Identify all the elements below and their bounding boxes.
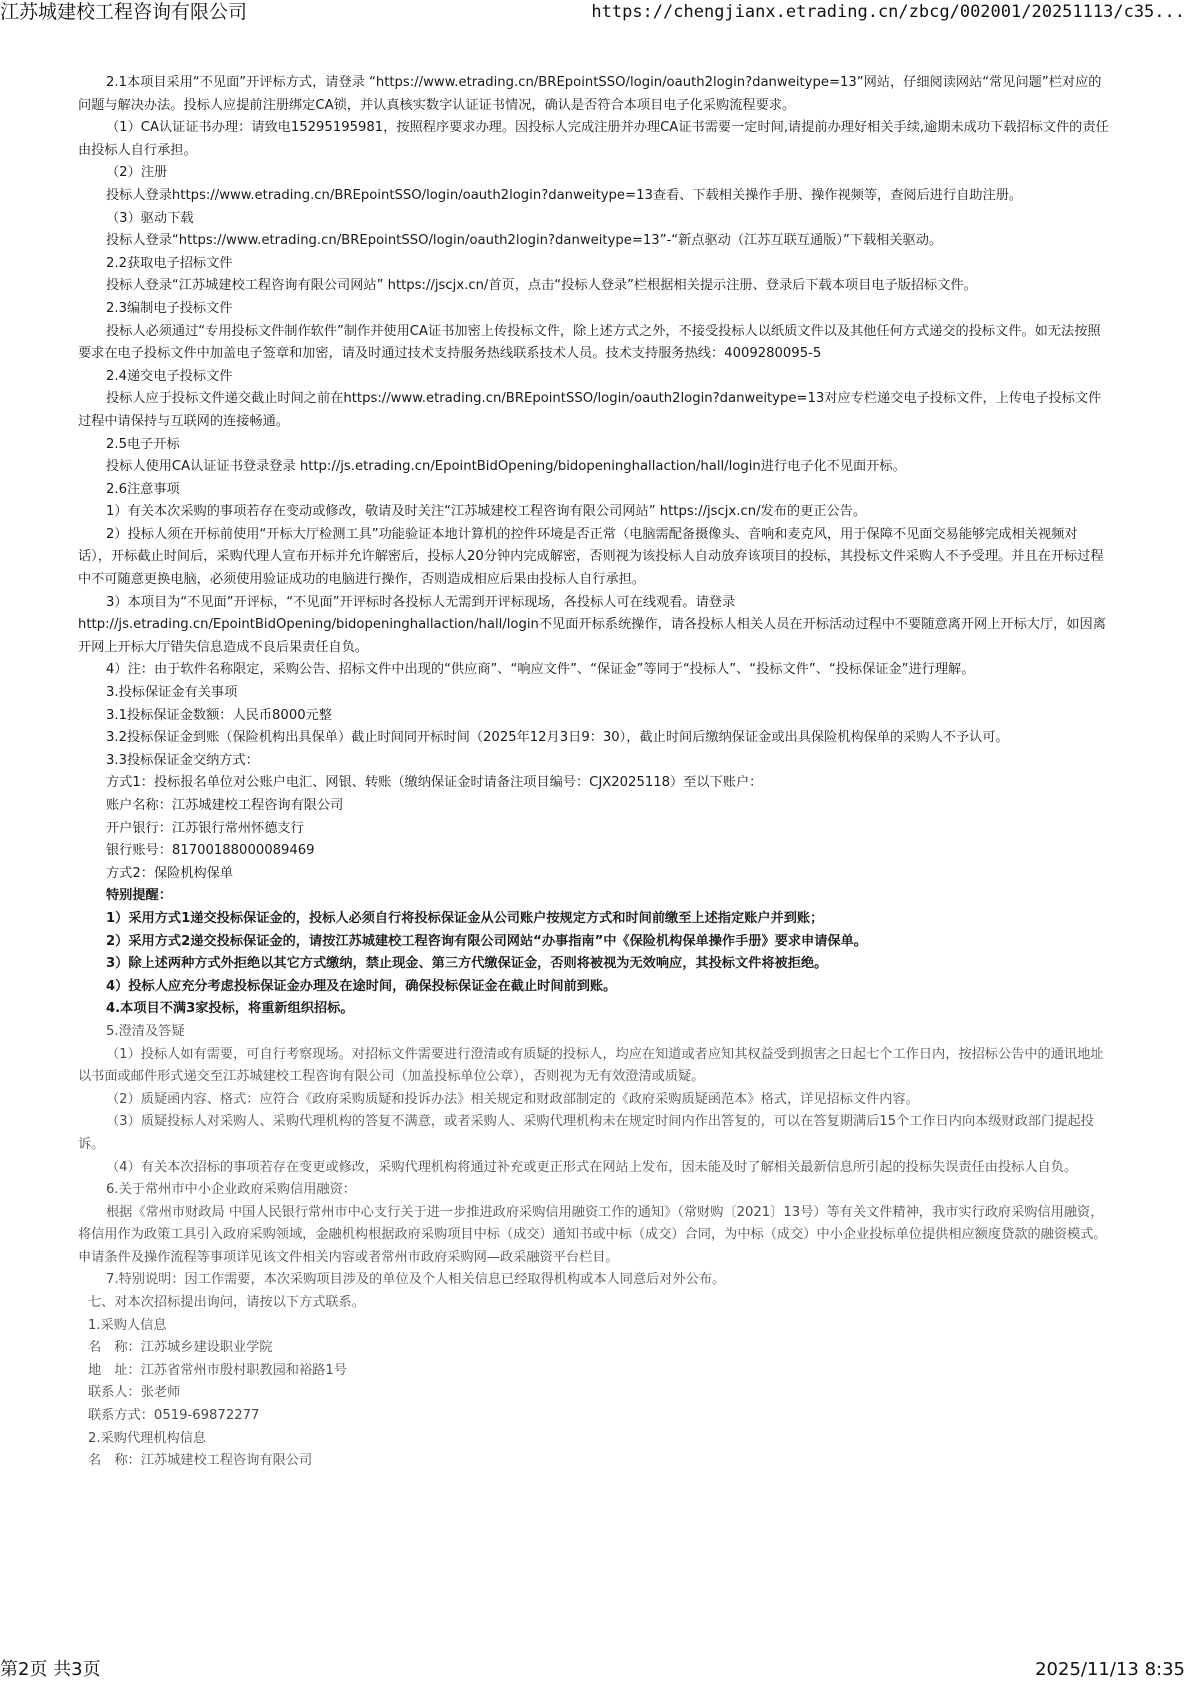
- section-heading: 2.4递交电子投标文件: [106, 368, 233, 384]
- paragraph: 特别提醒：: [106, 888, 172, 904]
- section-heading: 2.2获取电子招标文件: [106, 255, 233, 271]
- section-heading: 2.3编制电子投标文件: [106, 300, 233, 316]
- paragraph: 银行账号：81700188000089469: [106, 843, 315, 859]
- paragraph: 方式1：投标报名单位对公账户电汇、网银、转账（缴纳保证金时请备注项目编号：CJX2025118）至以下账户：: [106, 775, 763, 791]
- section-heading: 5.澄清及答疑: [106, 1023, 185, 1039]
- header-url[interactable]: https://chengjianx.etrading.cn/zbcg/002001/20251113/c35...: [591, 2, 1185, 22]
- paragraph: 1）采用方式1递交投标保证金的，投标人必须自行将投标保证金从公司账户按规定方式和时间前缴至上述指定账户并到账；: [106, 910, 824, 926]
- paragraph: 账户名称：江苏城建校工程咨询有限公司: [106, 798, 344, 813]
- paragraph: 投标人登录https://www.etrading.cn/BREpointSSO/login/oauth2login?danweitype=13查看、下载相关操作手册、操作视频等，查阅后进行自助注册。: [106, 187, 1023, 203]
- paragraph: （3）质疑投标人对采购人、采购代理机构的答复不满意，或者采购人、采购代理机构未在规定时间内作出答复的，可以在答复期满后15个工作日内向本级财政部门提起投诉。: [78, 1114, 1094, 1152]
- paragraph: （2）注册: [106, 165, 168, 181]
- paragraph: 3.3投标保证金交纳方式：: [106, 752, 259, 768]
- contact-line: 名 称：江苏城乡建设职业学院: [88, 1340, 273, 1356]
- paragraph: 4.本项目不满3家投标，将重新组织招标。: [106, 1001, 354, 1017]
- page-header: [0, 0, 1191, 26]
- paragraph: 2.1本项目采用“不见面”开评标方式，请登录 “https://www.etrading.cn/BREpointSSO/login/oauth2login?danweitype=13”网站，仔细阅读网站“常见问题”栏对应的问题与解决办法。投标人应提前注册绑定CA锁，并认真核实数字认证证书情况，确认是否符合本项目电子化采购流程要求。: [78, 75, 1102, 113]
- contact-heading: 1.采购人信息: [88, 1317, 167, 1333]
- print-datetime: 2025/11/13 8:35: [1035, 1659, 1185, 1680]
- section-heading: 七、对本次招标提出询问，请按以下方式联系。: [88, 1295, 365, 1311]
- paragraph: 3）本项目为“不见面”开评标，“不见面”开评标时各投标人无需到开评标现场，各投标人可在线观看。请登录 http://js.etrading.cn/EpointBidOpening/bidopeninghallaction/hall/login不见面开标系统操作，请各投标人相关人员在开标活动过程中不要随意离开网上开标大厅，如因离开网上开标大厅错失信息造成不良后果责任自负。: [78, 594, 1106, 655]
- paragraph: 投标人使用CA认证证书登录登录 http://js.etrading.cn/EpointBidOpening/bidopeninghallaction/hall/login进行电子化不见面开标。: [106, 459, 906, 475]
- contact-line: 名 称：江苏城建校工程咨询有限公司: [88, 1453, 313, 1469]
- paragraph: 2）投标人须在开标前使用“开标大厅检测工具”功能验证本地计算机的控件环境是否正常（电脑需配备摄像头、音响和麦克风，用于保障不见面交易能够完成相关视频对话），开标截止时间后，采购代理人宣布开标并允许解密后，投标人20分钟内完成解密，否则视为该投标人自动放弃该项目的投标，其投标文件采购人不予受理。并且在开标过程中不可随意更换电脑，必须使用验证成功的电脑进行操作，否则造成相应后果由投标人自行承担。: [78, 526, 1104, 588]
- paragraph: 投标人登录“https://www.etrading.cn/BREpointSSO/login/oauth2login?danweitype=13”-“新点驱动（江苏互联互通版）”下载相关驱动。: [106, 233, 943, 249]
- paragraph: 投标人应于投标文件递交截止时间之前在https://www.etrading.cn/BREpointSSO/login/oauth2login?danweitype=13对应专栏递交电子投标文件，上传电子投标文件过程中请保持与互联网的连接畅通。: [78, 391, 1102, 429]
- paragraph: 3.1投标保证金数额：人民币8000元整: [106, 707, 332, 723]
- paragraph: （2）质疑函内容、格式：应符合《政府采购质疑和投诉办法》相关规定和财政部制定的《政府采购质疑函范本》格式，详见招标文件内容。: [106, 1091, 919, 1107]
- paragraph: 4）注：由于软件名称限定，采购公告、招标文件中出现的“供应商”、“响应文件”、“保证金”等同于“投标人”、“投标文件”、“投标保证金”进行理解。: [106, 662, 975, 678]
- contact-line: 联系人：张老师: [88, 1385, 181, 1401]
- paragraph: 方式2：保险机构保单: [106, 865, 234, 881]
- paragraph: 开户银行：江苏银行常州怀德支行: [106, 820, 304, 836]
- paragraph: 投标人必须通过“专用投标文件制作软件”制作并使用CA证书加密上传投标文件，除上述方式之外，不接受投标人以纸质文件以及其他任何方式递交的投标文件。如无法按照要求在电子投标文件中加盖电子签章和加密，请及时通过技术支持服务热线联系技术人员。技术支持服务热线：4009280095-5: [78, 323, 1101, 362]
- page-footer: [0, 1658, 1191, 1684]
- contact-line: 地 址：江苏省常州市殷村职教园和裕路1号: [88, 1362, 347, 1378]
- paragraph: 7.特别说明：因工作需要，本次采购项目涉及的单位及个人相关信息已经取得机构或本人同意后对外公布。: [106, 1272, 726, 1288]
- paragraph: 3）除上述两种方式外拒绝以其它方式缴纳，禁止现金、第三方代缴保证金，否则将被视为无效响应，其投标文件将被拒绝。: [106, 956, 828, 972]
- paragraph: 根据《常州市财政局 中国人民银行常州市中心支行关于进一步推进政府采购信用融资工作的通知》（常财购〔2021〕13号）等有关文件精神，我市实行政府采购信用融资，将信用作为政策工具引入政府采购领域，金融机构根据政府采购项目中标（成交）通知书或中标（成交）合同，为中标（成交）中小企业投标单位提供相应额度贷款的融资模式。申请条件及操作流程等事项详见该文件相关内容或者常州市政府采购网—政采融资平台栏目。: [78, 1204, 1107, 1265]
- paragraph: （4）有关本次招标的事项若存在变更或修改，采购代理机构将通过补充或更正形式在网站上发布，因未能及时了解相关最新信息所引起的投标失误责任由投标人自负。: [106, 1159, 1078, 1175]
- paragraph: 1）有关本次采购的事项若存在变动或修改，敬请及时关注“江苏城建校工程咨询有限公司网站” https://jscjx.cn/发布的更正公告。: [106, 504, 867, 520]
- paragraph: 2）采用方式2递交投标保证金的，请按江苏城建校工程咨询有限公司网站“办事指南”中《保险机构保单操作手册》要求申请保单。: [106, 933, 867, 949]
- paragraph: 4）投标人应充分考虑投标保证金办理及在途时间，确保投标保证金在截止时间前到账。: [106, 978, 617, 994]
- paragraph: （1）投标人如有需要，可自行考察现场。对招标文件需要进行澄清或有质疑的投标人，均应在知道或者应知其权益受到损害之日起七个工作日内，按招标公告中的通讯地址以书面或邮件形式递交至江苏城建校工程咨询有限公司（加盖投标单位公章），否则视为无有效澄清或质疑。: [78, 1046, 1104, 1085]
- paragraph: （3）驱动下载: [106, 210, 194, 226]
- section-heading: 6.关于常州市中小企业政府采购信用融资：: [106, 1182, 356, 1198]
- document-body: [78, 72, 1110, 1473]
- paragraph: 投标人登录“江苏城建校工程咨询有限公司网站” https://jscjx.cn/首页，点击“投标人登录”栏根据相关提示注册、登录后下载本项目电子版招标文件。: [106, 278, 977, 294]
- contact-line: 联系方式：0519-69872277: [88, 1408, 260, 1424]
- contact-heading: 2.采购代理机构信息: [88, 1430, 207, 1446]
- header-company-name: 江苏城建校工程咨询有限公司: [0, 1, 248, 23]
- page-number: 第2页 共3页: [0, 1659, 101, 1680]
- section-heading: 3.投标保证金有关事项: [106, 685, 238, 701]
- paragraph: （1）CA认证证书办理：请致电15295195981，按照程序要求办理。因投标人完成注册并办理CA证书需要一定时间,请提前办理好相关手续,逾期未成功下载招标文件的责任由投标人自行承担。: [78, 120, 1109, 158]
- paragraph: 3.2投标保证金到账（保险机构出具保单）截止时间同开标时间（2025年12月3日9：30），截止时间后缴纳保证金或出具保险机构保单的采购人不予认可。: [106, 730, 1009, 746]
- section-heading: 2.5电子开标: [106, 436, 180, 452]
- section-heading: 2.6注意事项: [106, 481, 180, 497]
